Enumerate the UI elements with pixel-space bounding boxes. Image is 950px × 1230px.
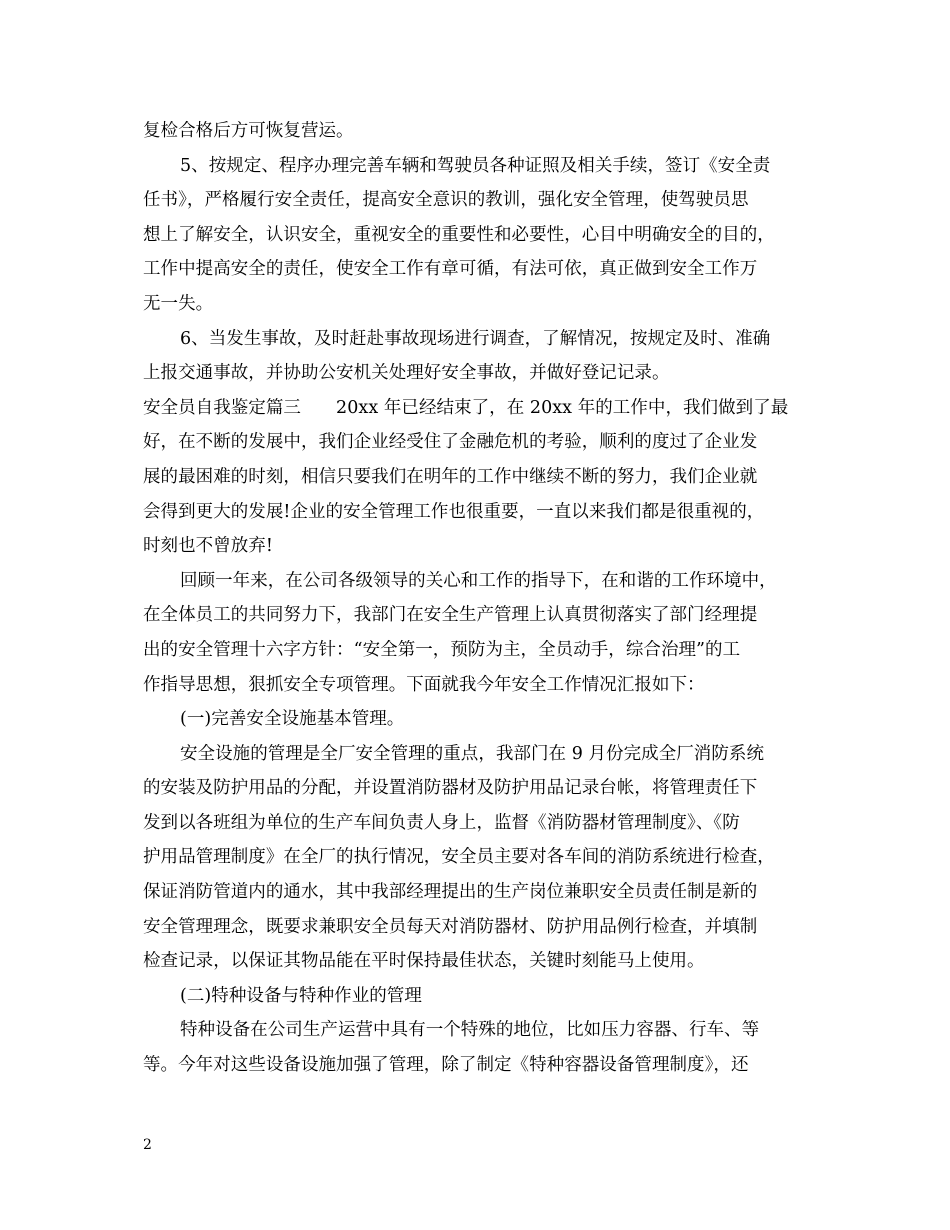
- text-line: 6、当发生事故，及时赶赴事故现场进行调查，了解情况，按规定及时、准确: [180, 328, 771, 349]
- text-line: 保证消防管道内的通水，其中我部经理提出的生产岗位兼职安全员责任制是新的: [143, 882, 758, 903]
- text-line: 任书》，严格履行安全责任，提高安全意识的教训，强化安全管理，使驾驶员思: [143, 190, 749, 211]
- section-heading-line: 安全员自我鉴定篇三 20xx 年已经结束了，在 20xx 年的工作中，我们做到了最: [143, 397, 789, 418]
- text-line: 上报交通事故，并协助公安机关处理好安全事故，并做好登记记录。: [143, 363, 670, 384]
- text-line: 安全管理理念，既要求兼职安全员每天对消防器材、防护用品例行检查，并填制: [143, 916, 758, 937]
- text-line: 发到以各班组为单位的生产车间负责人身上，监督《消防器材管理制度》、《防: [143, 812, 740, 833]
- subheading-line: (二)特种设备与特种作业的管理: [180, 985, 422, 1006]
- text-line: 安全设施的管理是全厂安全管理的重点，我部门在 9 月份完成全厂消防系统: [180, 743, 765, 764]
- text-line: 的安装及防护用品的分配，并设置消防器材及防护用品记录台帐，将管理责任下: [143, 778, 758, 799]
- text-line: 护用品管理制度》在全厂的执行情况，安全员主要对各车间的消防系统进行检查，: [143, 847, 775, 868]
- text-line: 复检合格后方可恢复营运。: [143, 121, 354, 141]
- text-line: 展的最困难的时刻，相信只要我们在明年的工作中继续不断的努力，我们企业就: [143, 466, 758, 487]
- text-line: 时刻也不曾放弃!: [143, 536, 273, 557]
- text-line: 工作中提高安全的责任，使安全工作有章可循，有法可依，真正做到安全工作万: [143, 259, 758, 280]
- text-line: 5、按规定、程序办理完善车辆和驾驶员各种证照及相关手续，签订《安全责: [180, 155, 771, 176]
- text-line: 回顾一年来，在公司各级领导的关心和工作的指导下，在和谐的工作环境中，: [180, 570, 777, 591]
- text-line: 检查记录，以保证其物品能在平时保持最佳状态，关键时刻能马上使用。: [143, 951, 705, 972]
- text-line: 会得到更大的发展!企业的安全管理工作也很重要，一直以来我们都是很重视的，: [143, 501, 765, 522]
- text-line: 无一失。: [143, 293, 214, 314]
- text-line: 作指导思想，狠抓安全专项管理。下面就我今年安全工作情况汇报如下：: [143, 674, 705, 695]
- text-line: 好，在不断的发展中，我们企业经受住了金融危机的考验，顺利的度过了企业发: [143, 432, 758, 453]
- text-line: 等。今年对这些设备设施加强了管理，除了制定《特种容器设备管理制度》，还: [143, 1055, 749, 1076]
- page-number: 2: [143, 1137, 152, 1153]
- text-line: 出的安全管理十六字方针：“安全第一，预防为主，全员动手，综合治理”的工: [143, 639, 741, 660]
- text-line: 在全体员工的共同努力下，我部门在安全生产管理上认真贯彻落实了部门经理提: [143, 605, 758, 626]
- subheading-line: (一)完善安全设施基本管理。: [180, 709, 405, 730]
- text-line: 特种设备在公司生产运营中具有一个特殊的地位，比如压力容器、行车、等: [180, 1020, 760, 1041]
- document-body: [143, 114, 813, 1083]
- text-line: 想上了解安全，认识安全，重视安全的重要性和必要性，心目中明确安全的目的，: [143, 224, 775, 245]
